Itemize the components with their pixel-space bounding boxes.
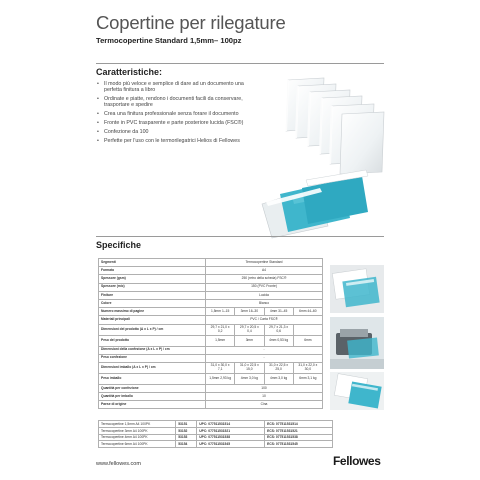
spec-value: 31,0 x 22,5 x 25,0 xyxy=(264,362,293,373)
code-ecs: ECS: 077511531538 xyxy=(265,434,333,441)
spec-label: Colore xyxy=(99,299,206,307)
spec-label: Materiali principali xyxy=(99,316,206,324)
spec-value: 6mm 44–60 xyxy=(293,308,322,316)
specs-rule xyxy=(96,236,384,237)
spec-value: Bianco xyxy=(206,299,323,307)
spec-value: 6mm 3,1 kg xyxy=(293,373,322,384)
spec-value: 6mm xyxy=(293,335,322,346)
spec-value: 100 xyxy=(206,384,323,392)
spec-label: Segmenti xyxy=(99,259,206,267)
code-upc: UPC: 077511531521 xyxy=(197,427,265,434)
spec-value: 1,5mm 2,93 kg xyxy=(206,373,235,384)
spec-label: Dimensioni della confezione (A x L x P) / cm xyxy=(99,346,206,354)
code-upc: UPC: 077511531514 xyxy=(197,421,265,428)
code-row xyxy=(99,421,333,428)
spec-value: - xyxy=(206,354,323,362)
code-code: 53153 xyxy=(176,434,197,441)
spec-label: Numero massimo di pagine xyxy=(99,308,206,316)
product-photo-3 xyxy=(330,372,384,410)
spec-value xyxy=(293,324,322,335)
spec-label: Peso confezione xyxy=(99,354,206,362)
feature-item: • Crea una finitura professionale senza forare il documento xyxy=(96,111,256,117)
spec-value: 150 (PVC Fronte) xyxy=(206,283,323,291)
spec-row xyxy=(99,324,323,335)
spec-value: 1,5mm 1–15 xyxy=(206,308,235,316)
specs-table xyxy=(98,258,323,409)
website-url[interactable]: www.fellowes.com xyxy=(96,461,141,467)
features-list xyxy=(96,81,256,147)
spec-value: - xyxy=(206,346,323,354)
specs-heading: Specifiche xyxy=(96,240,142,250)
code-name: Termocopertine 1,5mm A4 100PK xyxy=(99,421,176,428)
spec-value: 29,7 x 21,3 x 0,6 xyxy=(264,324,293,335)
spec-value: 3mm xyxy=(235,335,264,346)
spec-value: 4mm 31–45 xyxy=(264,308,293,316)
spec-value: 29,7 x 20,5 x 0,4 xyxy=(235,324,264,335)
product-photo-2 xyxy=(330,317,384,369)
spec-value: A4 xyxy=(206,267,323,275)
spec-row xyxy=(99,259,323,267)
spec-row xyxy=(99,373,323,384)
code-code: 53152 xyxy=(176,427,197,434)
product-codes-table xyxy=(98,420,333,448)
spec-row xyxy=(99,299,323,307)
spec-value: PVC / Carta FSC® xyxy=(206,316,323,324)
spec-row xyxy=(99,267,323,275)
spec-row xyxy=(99,275,323,283)
spec-value: Termocopertine Standard xyxy=(206,259,323,267)
feature-item: • Perfette per l'uso con le termorilegatrici Helios di Fellowes xyxy=(96,138,256,144)
feature-item: • Confezione da 100 xyxy=(96,129,256,135)
spec-label: Dimensioni imballo (A x L x P) / cm xyxy=(99,362,206,373)
features-heading: Caratteristiche: xyxy=(96,67,163,77)
spec-row xyxy=(99,283,323,291)
code-ecs: ECS: 077511531521 xyxy=(265,427,333,434)
spec-row xyxy=(99,308,323,316)
spec-value: 10 xyxy=(206,393,323,401)
spec-value: 31,0 x 30,0 x 7,1 xyxy=(206,362,235,373)
code-name: Termocopertine 4mm A4 100PK xyxy=(99,434,176,441)
spec-row xyxy=(99,291,323,299)
spec-value: 31,0 x 22,0 x 30,0 xyxy=(293,362,322,373)
features-rule xyxy=(96,63,384,64)
spec-value: Lucida xyxy=(206,291,323,299)
spec-value: 4mm 0,53 kg xyxy=(264,335,293,346)
spec-label: Dimensioni del prodotto (A x L x P) / cm xyxy=(99,324,206,335)
code-row xyxy=(99,441,333,448)
code-upc: UPC: 077511531545 xyxy=(197,441,265,448)
product-photo-1 xyxy=(330,265,384,313)
spec-row xyxy=(99,316,323,324)
page-subtitle: Termocopertine Standard 1,5mm– 100pz xyxy=(96,36,242,45)
binding-covers-image xyxy=(258,76,386,240)
spec-label: Formato xyxy=(99,267,206,275)
fellowes-logo: Fellowes xyxy=(333,454,381,468)
code-row xyxy=(99,434,333,441)
spec-label: Peso imballo xyxy=(99,373,206,384)
spec-value: 29,7 x 21,0 x 0,2 xyxy=(206,324,235,335)
spec-row xyxy=(99,401,323,409)
spec-value: 1,5mm xyxy=(206,335,235,346)
code-ecs: ECS: 077511531514 xyxy=(265,421,333,428)
spec-row xyxy=(99,384,323,392)
feature-item: • Ordinate e piatte, rendono i documenti facili da conservare, trasportare e spedire xyxy=(96,96,256,109)
code-name: Termocopertine 6mm A4 100PK xyxy=(99,441,176,448)
spec-value: 3mm 16–30 xyxy=(235,308,264,316)
code-name: Termocopertine 3mm A4 100PK xyxy=(99,427,176,434)
feature-item: • Il modo più veloce e semplice di dare ad un documento una perfetta finitura a libro xyxy=(96,81,256,94)
spec-label: Quantità per confezione xyxy=(99,384,206,392)
spec-row xyxy=(99,346,323,354)
page-title: Copertine per rilegature xyxy=(96,12,286,33)
code-row xyxy=(99,427,333,434)
spec-row xyxy=(99,393,323,401)
spec-label: Spessore (gsm) xyxy=(99,275,206,283)
spec-value: 4mm 3,0 kg xyxy=(264,373,293,384)
spec-row xyxy=(99,362,323,373)
spec-label: Peso del prodotto xyxy=(99,335,206,346)
spec-value: 4mm 3,0 kg xyxy=(235,373,264,384)
code-upc: UPC: 077511531538 xyxy=(197,434,265,441)
spec-label: Finiture xyxy=(99,291,206,299)
spec-value: 31,0 x 22,5 x 15,0 xyxy=(235,362,264,373)
feature-item: • Fronte in PVC trasparente e parte posteriore lucida (FSC®) xyxy=(96,120,256,126)
spec-label: Spessore (mic) xyxy=(99,283,206,291)
spec-row xyxy=(99,335,323,346)
spec-row xyxy=(99,354,323,362)
spec-value: 250 (retro della scheda) FSC® xyxy=(206,275,323,283)
spec-value: Cina xyxy=(206,401,323,409)
code-code: 53151 xyxy=(176,421,197,428)
spec-label: Quantità per imballo xyxy=(99,393,206,401)
code-ecs: ECS: 077511531545 xyxy=(265,441,333,448)
spec-label: Paese di origine xyxy=(99,401,206,409)
code-code: 53154 xyxy=(176,441,197,448)
